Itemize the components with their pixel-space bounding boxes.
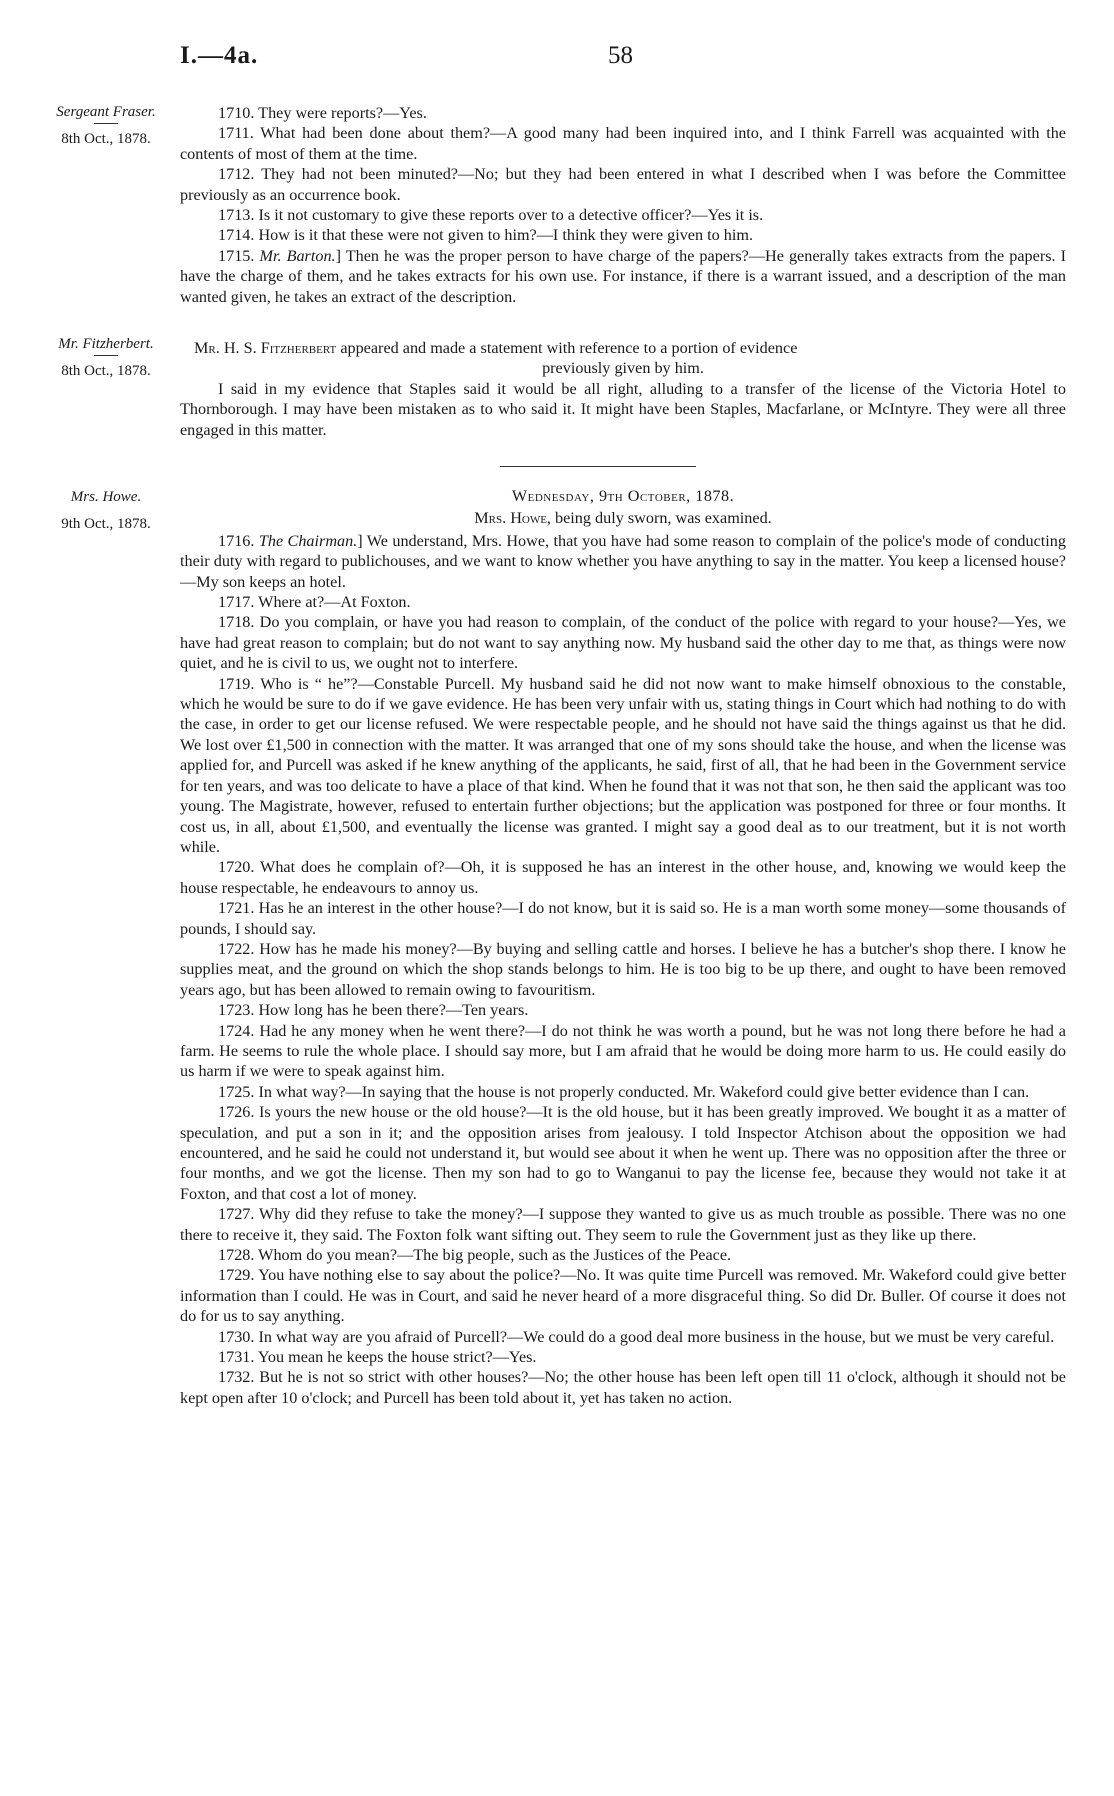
question-1726: 1726. Is yours the new house or the old house?—It is the old house, but it has been greatly improved. We bought it as a matter of speculation, and put a son in it; and the opposition arises from jealousy. I told Inspector Atchison about the opposition we had encountered, and he said he could not understand it, but would see about it when he went up. There was no opposition after the three or four months, and we got the license. Then my son had to go to Wanganui to pay the license fee, because they would not take it at Foxton, and that cost a lot of money. (180, 1103, 1066, 1203)
margin-date: 8th Oct., 1878. (61, 363, 151, 379)
fitzherbert-statement (180, 338, 1066, 440)
question-1723: 1723. How long has he been there?—Ten years. (218, 1001, 529, 1020)
question-1716: 1716. The Chairman.] We understand, Mrs. Howe, that you have had some reason to complain of the police's mode of conducting their duty with regard to publichouses, and we want to know whether you have anything to say in the matter. You keep a licensed house?—My son keeps an hotel. (180, 531, 1066, 591)
margin-witness-name: Mrs. Howe. (70, 489, 142, 505)
fraser-evidence (180, 103, 1066, 307)
question-text: Then he was the proper person to have charge of the papers?—He generally takes extracts from the papers. I have the charge of them, and he takes extracts for his own use. For instance, if there is a warrant issued, and a description of the man wanted given, he takes an extract of the description. (180, 246, 1066, 306)
question-1731: 1731. You mean he keeps the house strict?—Yes. (218, 1348, 537, 1367)
question-1714: 1714. How is it that these were not given to him?—I think they were given to him. (218, 226, 753, 245)
question-1721: 1721. Has he an interest in the other house?—I do not know, but it is said so. He is a man worth some money—some thousands of pounds, I should say. (180, 899, 1066, 938)
margin-divider (94, 123, 118, 128)
question-1718: 1718. Do you complain, or have you had reason to complain, of the conduct of the police with regard to your house?—Yes, we have had great reason to complain; but do not want to say anything now. My husband said the other day to me that, as things were now quiet, and he is civil to us, we ought not to interfere. (180, 613, 1066, 673)
question-1728: 1728. Whom do you mean?—The big people, such as the Justices of the Peace. (218, 1246, 732, 1265)
question-1729: 1729. You have nothing else to say about the police?—No. It was quite time Purcell was removed. Mr. Wakeford could give better information than I could. He was in Court, and said he never heard of a more disgraceful thing. So did Dr. Buller. Of course it does not do for us to say anything. (180, 1266, 1066, 1326)
witness-name: Mrs. Howe, (474, 509, 551, 528)
question-number: 1715. (218, 246, 255, 265)
statement-intro-text: appeared and made a statement with reference to a portion of evidence (340, 339, 798, 357)
question-1715: 1715. Mr. Barton.] Then he was the proper person to have charge of the papers?—He generally takes extracts from the papers. I have the charge of them, and he takes extracts for his own use. For instance, if there is a warrant issued, and a description of the man wanted given, he takes an extract of the description. (180, 246, 1066, 306)
page-header (0, 42, 1114, 82)
question-1724: 1724. Had he any money when he went there?—I do not think he was worth a pound, but he was not long there before he had a farm. He seems to rule the whole place. I should say more, but I am afraid that he would be doing more harm to us. He could easily do us harm if we were to speak against him. (180, 1021, 1066, 1081)
section-divider (500, 466, 696, 467)
question-1727: 1727. Why did they refuse to take the money?—I suppose they wanted to give us as much trouble as possible. There was no one there to receive it, they said. The Foxton folk want sifting out. They seem to rule the Government just as they like up there. (180, 1205, 1066, 1244)
margin-date: 9th Oct., 1878. (61, 516, 151, 532)
question-1712: 1712. They had not been minuted?—No; but they had been entered in what I described when I was before the Committee previously as an occurrence book. (180, 165, 1066, 204)
margin-witness-name: Mr. Fitzherbert. (58, 336, 154, 352)
page-number: 58 (608, 42, 633, 69)
session-date-heading: Wednesday, 9th October, 1878. (511, 487, 735, 505)
margin-date: 8th Oct., 1878. (61, 131, 151, 147)
question-1730: 1730. In what way are you afraid of Purcell?—We could do a good deal more business in the house, but we must be very careful. (218, 1327, 1055, 1346)
question-1711: 1711. What had been done about them?—A good many had been inquired into, and I think Farrell was acquainted with the contents of most of them at the time. (180, 124, 1066, 163)
statement-paragraph: I said in my evidence that Staples said it would be all right, alluding to a transfer of the license of the Victoria Hotel to Thornborough. I may have been mistaken as to who said it. It might have been Staples, Macfarlane, or McIntyre. They were all three engaged in this matter. (180, 379, 1066, 439)
question-text: We understand, Mrs. Howe, that you have had some reason to complain of the police's mode of conducting their duty with regard to publichouses, and we want to know whether you have anything to say in the matter. You keep a licensed house?—My son keeps an hotel. (180, 531, 1066, 591)
question-number: 1716. (218, 531, 255, 550)
margin-divider (94, 355, 118, 360)
witness-name: Mr. H. S. Fitzherbert (194, 339, 337, 357)
question-1725: 1725. In what way?—In saying that the house is not properly conducted. Mr. Wakeford could give better evidence than I can. (218, 1082, 1030, 1101)
question-1722: 1722. How has he made his money?—By buying and selling cattle and horses. I believe he has a butcher's shop there. I know he supplies meat, and the ground on which the shop stands belongs to him. He is too big to be up there, and ought to have been removed years ago, but has been allowed to remain owing to favouritism. (180, 939, 1066, 999)
question-1732: 1732. But he is not so strict with other houses?—No; the other house has been left open till 11 o'clock, although it should not be kept open after 10 o'clock; and Purcell has been told about it, yet has taken no action. (180, 1368, 1066, 1407)
margin-note-fraser (38, 103, 174, 149)
question-1710: 1710. They were reports?—Yes. (218, 104, 427, 122)
document-reference: I.—4a. (180, 42, 259, 69)
question-1713: 1713. Is it not customary to give these reports over to a detective officer?—Yes it is. (218, 206, 764, 225)
margin-note-fitzherbert (38, 335, 174, 381)
question-1717: 1717. Where at?—At Foxton. (218, 593, 411, 612)
witness-sworn (180, 508, 1066, 528)
speaker-name: The Chairman. (258, 531, 358, 550)
margin-note-howe (38, 488, 174, 534)
statement-intro-continued: previously given by him. (542, 359, 704, 378)
speaker-name: Mr. Barton. (259, 246, 336, 265)
question-1720: 1720. What does he complain of?—Oh, it is supposed he has an interest in the other house, and, knowing we would keep the house respectable, he endeavours to annoy us. (180, 858, 1066, 897)
witness-sworn-text: being duly sworn, was examined. (555, 509, 772, 528)
statement-intro (180, 338, 1066, 358)
howe-evidence (180, 486, 1066, 1408)
question-1719: 1719. Who is “ he”?—Constable Purcell. My husband said he did not now want to make himself obnoxious to the constable, which he would be sure to do if we gave evidence. He has been very unfair with us, stating things in Court which had nothing to do with the case, in order to get our license refused. We were respectable people, and he should not have said the things against us that he did. We lost over £1,500 in connection with the matter. It was arranged that one of my sons should take the house, and when the license was applied for, and Purcell was asked if he knew anything of the applicants, he said, first of all, that he had been in the Government service for ten years, and was too delicate to have a place of that kind. When he found that it was not that son, he then said the applicant was too young. The Magistrate, however, refused to entertain further objections; but the application was postponed for three or four months. It cost us, in all, about £1,500, and eventually the license was granted. I might say a good deal as to our treatment, but it is not worth while. (180, 674, 1066, 856)
margin-witness-name: Sergeant Fraser. (56, 104, 156, 120)
